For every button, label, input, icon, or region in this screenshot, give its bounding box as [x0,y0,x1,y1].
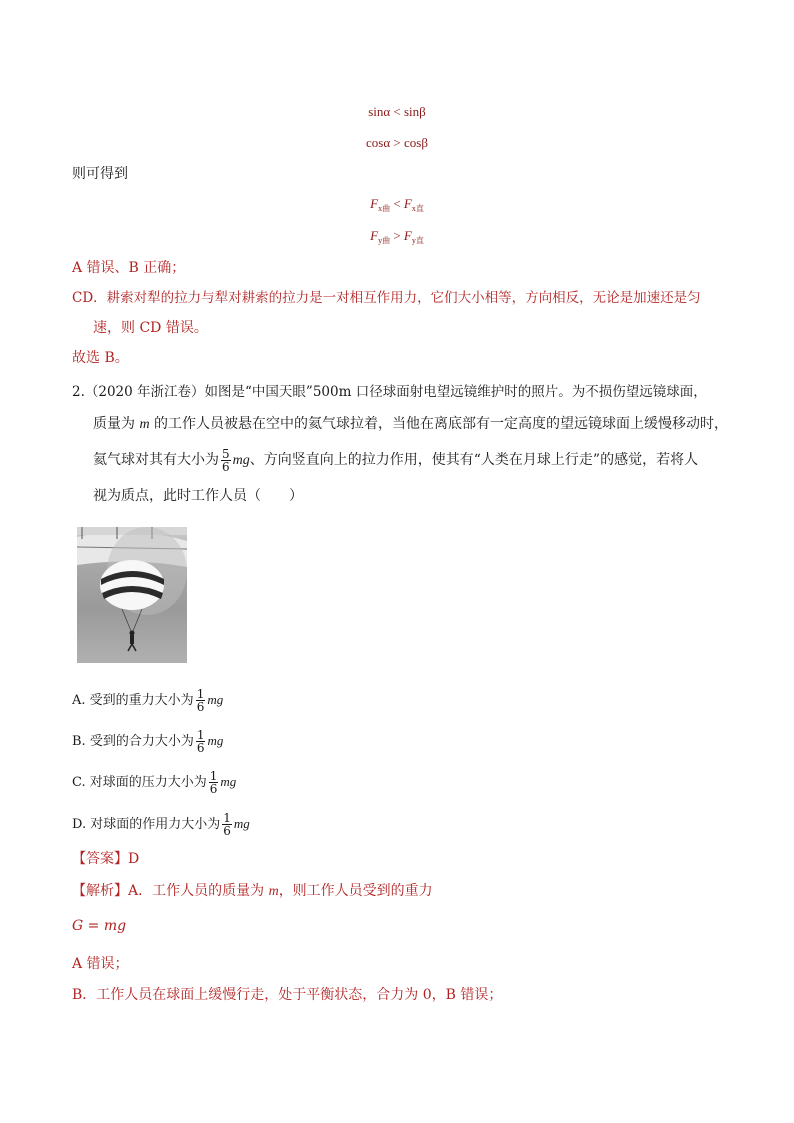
answer-label: 【答案】 [72,851,128,867]
option-c-mg: mg [220,774,237,789]
fx-op: < [390,196,404,211]
frac-den: 6 [209,782,218,796]
q2-line2-post: 的工作人员被悬在空中的氦气球拉着，当他在离底部有一定高度的望远镜球面上缓慢移动时， [149,416,729,432]
answer-line [72,849,139,869]
option-c-fraction [209,770,219,795]
text-then-get: 则可得到 [72,166,128,182]
option-a-text: 受到的重力大小为 [89,693,194,708]
equation-cos: cosα > cosβ [366,135,428,150]
option-c-label: C. [72,775,86,790]
q2-mass-symbol: m [139,417,150,432]
frac-den: 6 [196,700,205,714]
frac-den: 6 [222,459,230,474]
option-d-text: 对球面的作用力大小为 [90,817,221,832]
fy-lhs-sub: y曲 [378,236,391,245]
text-cd-line2: 速，则 CD 错误。 [93,320,208,336]
option-a [72,688,223,713]
fy-rhs-sub: y直 [411,236,424,245]
frac-den: 6 [223,824,231,838]
frac-num: 1 [196,687,205,701]
text-b-line: B．工作人员在球面上缓慢行走，处于平衡状态，合力为 0，B 错误； [72,987,503,1003]
option-a-label: A. [72,693,86,708]
analysis-mass-symbol: m [268,884,279,899]
question-2-line3 [93,444,698,477]
q2-line3-post: 、方向竖直向上的拉力作用，使其有“人类在月球上行走”的感觉，若将人 [249,452,699,468]
fx-lhs-sub: x曲 [378,204,391,213]
balloon-photo [77,527,187,663]
text-ab-result: A 错误、B 正确； [72,260,186,276]
equation-sin: sinα < sinβ [368,104,426,119]
fy-lhs: F [370,228,379,243]
analysis-label: 【解析】 [72,883,128,899]
analysis-line [72,881,433,902]
frac-den: 6 [196,741,205,755]
answer-value: D [128,851,140,867]
option-c [72,770,236,795]
fx-rhs-sub: x直 [411,204,424,213]
question-2-line4: 视为质点，此时工作人员（ ） [93,488,303,504]
equation-fy [0,228,794,246]
fx-lhs: F [370,196,379,211]
text-a-wrong: A 错误； [72,956,129,972]
q2-line3-pre: 氦气球对其有大小为 [93,452,219,468]
option-d-fraction [222,812,232,837]
equation-fx [0,196,794,214]
fraction-five-sixths [221,448,231,473]
frac-num: 5 [222,446,230,461]
option-b-label: B. [72,734,86,749]
option-d [72,812,250,837]
option-d-label: D. [72,817,87,832]
frac-num: 1 [209,769,218,783]
fy-op: > [390,228,404,243]
balloon-photo-illustration [77,527,187,663]
question-2-line1: 2.（2020 年浙江卷）如图是“中国天眼”500m 口径球面射电望远镜维护时的照片。为不损伤望远镜球面， [72,384,707,400]
analysis-text-a: A．工作人员的质量为 [128,883,269,899]
question-2-line2 [93,414,728,435]
option-c-text: 对球面的压力大小为 [89,775,207,790]
fy-rhs: F [403,228,412,243]
option-d-mg: mg [233,816,250,831]
frac-num: 1 [223,811,231,825]
text-cd-line1: CD．耕索对犁的拉力与犁对耕索的拉力是一对相互作用力，它们大小相等，方向相反，无论是加速还是匀 [72,290,701,306]
fx-rhs: F [403,196,412,211]
frac-num: 1 [196,728,205,742]
option-b-fraction [196,729,206,754]
option-b-text: 受到的合力大小为 [89,734,194,749]
q2-line2-pre: 质量为 [93,416,140,432]
analysis-text-b: ，则工作人员受到的重力 [278,883,433,899]
option-b-mg: mg [207,733,224,748]
option-a-mg: mg [207,692,224,707]
option-a-fraction [196,688,206,713]
q2-mg: mg [232,453,250,468]
gravity-equation: G = mg [72,918,127,934]
option-b [72,729,223,754]
text-choose: 故选 B。 [72,350,129,366]
